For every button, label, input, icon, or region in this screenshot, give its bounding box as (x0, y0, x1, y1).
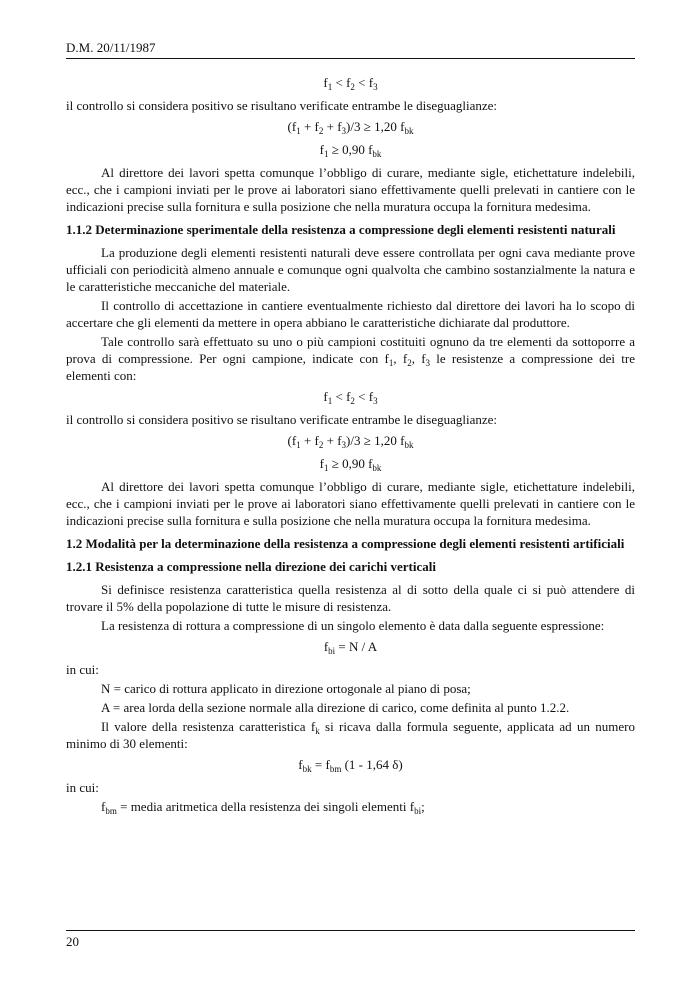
paragraph: Tale controllo sarà effettuato su uno o più campioni costituiti ognuno da tre elementi da sottoporre a prova di compressione. Per ogni campione, indicate con $f_1$, $f_2$, $f_3$ le resistenze a compressione dei tre elementi con: (66, 334, 635, 383)
in-cui-label: in cui: (66, 780, 99, 795)
section-heading-1-1-2: 1.1.2 Determinazione sperimentale della resistenza a compressione degli elementi resistenti naturali (66, 222, 616, 237)
definition-fbm: $f_{bm}$ = media aritmetica della resistenza dei singoli elementi $f_{bi}$; (101, 799, 425, 816)
paragraph: La produzione degli elementi resistenti naturali deve essere controllata per ogni cava mediante prove ufficiali con periodicità almeno annuale e comunque ogni qualvolta che cambino sostanzialmente la natura e le caratteristiche meccaniche del materiale. (66, 245, 635, 294)
running-header: D.M. 20/11/1987 (66, 40, 156, 55)
definition-N: N = carico di rottura applicato in direzione ortogonale al piano di posa; (101, 681, 471, 696)
footer-rule (66, 930, 635, 931)
section-heading-1-2-1: 1.2.1 Resistenza a compressione nella direzione dei carichi verticali (66, 559, 436, 574)
formula-min-check: $f_1 \ge 0,90$ $f_{bk}$ (319, 142, 382, 159)
paragraph: La resistenza di rottura a compressione di un singolo elemento è data dalla seguente espressione: (101, 618, 605, 633)
paragraph: Il controllo di accettazione in cantiere eventualmente richiesto dal direttore dei lavori ha lo scopo di accertare che gli elementi da mettere in opera abbiano le caratteristiche dichiarate dal produttore. (66, 298, 635, 330)
page-body (66, 70, 635, 817)
paragraph: Il valore della resistenza caratteristica $f_k$ si ricava dalla formula seguente, applicata ad un numero minimo di 30 elementi: (66, 719, 636, 751)
in-cui-label: in cui: (66, 662, 99, 677)
formula-ordering: $f_1 < f_2 < f_3$ (323, 389, 378, 406)
formula-fbk: $f_{bk} = f_{bm}$ (1 - 1,64 δ) (298, 757, 403, 774)
formula-fbi: $f_{bi} = N / A$ (323, 639, 378, 656)
definition-A: A = area lorda della sezione normale alla direzione di carico, come definita al punto 1.2.2. (101, 700, 570, 715)
formula-mean-check: $(f_1 + f_2 + f_3)/3 \ge 1,20$ $f_{bk}$ (287, 119, 414, 136)
director-paragraph: Al direttore dei lavori spetta comunque l’obbligo di curare, mediante sigle, etichettature indelebili, ecc., che i campioni inviati per le prove ai laboratori siano effettivamente quelli prelevati in cantiere con le indicazioni precise sulla fornitura e sulla posizione che nella muratura occupa la fornitura medesima. (66, 479, 635, 528)
page-number: 20 (66, 934, 79, 949)
formula-ordering: $f_1 < f_2 < f_3$ (323, 75, 378, 92)
section-heading-1-2: 1.2 Modalità per la determinazione della resistenza a compressione degli elementi resistenti artificiali (66, 536, 625, 551)
paragraph: Si definisce resistenza caratteristica quella resistenza al di sotto della quale ci si può attendere di trovare il 5% della popolazione di tutte le misure di resistenza. (66, 582, 635, 614)
formula-min-check: $f_1 \ge 0,90$ $f_{bk}$ (319, 456, 382, 473)
formula-mean-check: $(f_1 + f_2 + f_3)/3 \ge 1,20$ $f_{bk}$ (287, 433, 414, 450)
header-rule (66, 58, 635, 59)
inequalities-intro: il controllo si considera positivo se risultano verificate entrambe le diseguaglianze: (66, 412, 498, 427)
inequalities-intro: il controllo si considera positivo se risultano verificate entrambe le diseguaglianze: (66, 98, 498, 113)
director-paragraph: Al direttore dei lavori spetta comunque l’obbligo di curare, mediante sigle, etichettature indelebili, ecc., che i campioni inviati per le prove ai laboratori siano effettivamente quelli prelevati in cantiere con le indicazioni precise sulla fornitura e sulla posizione che nella muratura occupa la fornitura medesima. (66, 165, 635, 214)
